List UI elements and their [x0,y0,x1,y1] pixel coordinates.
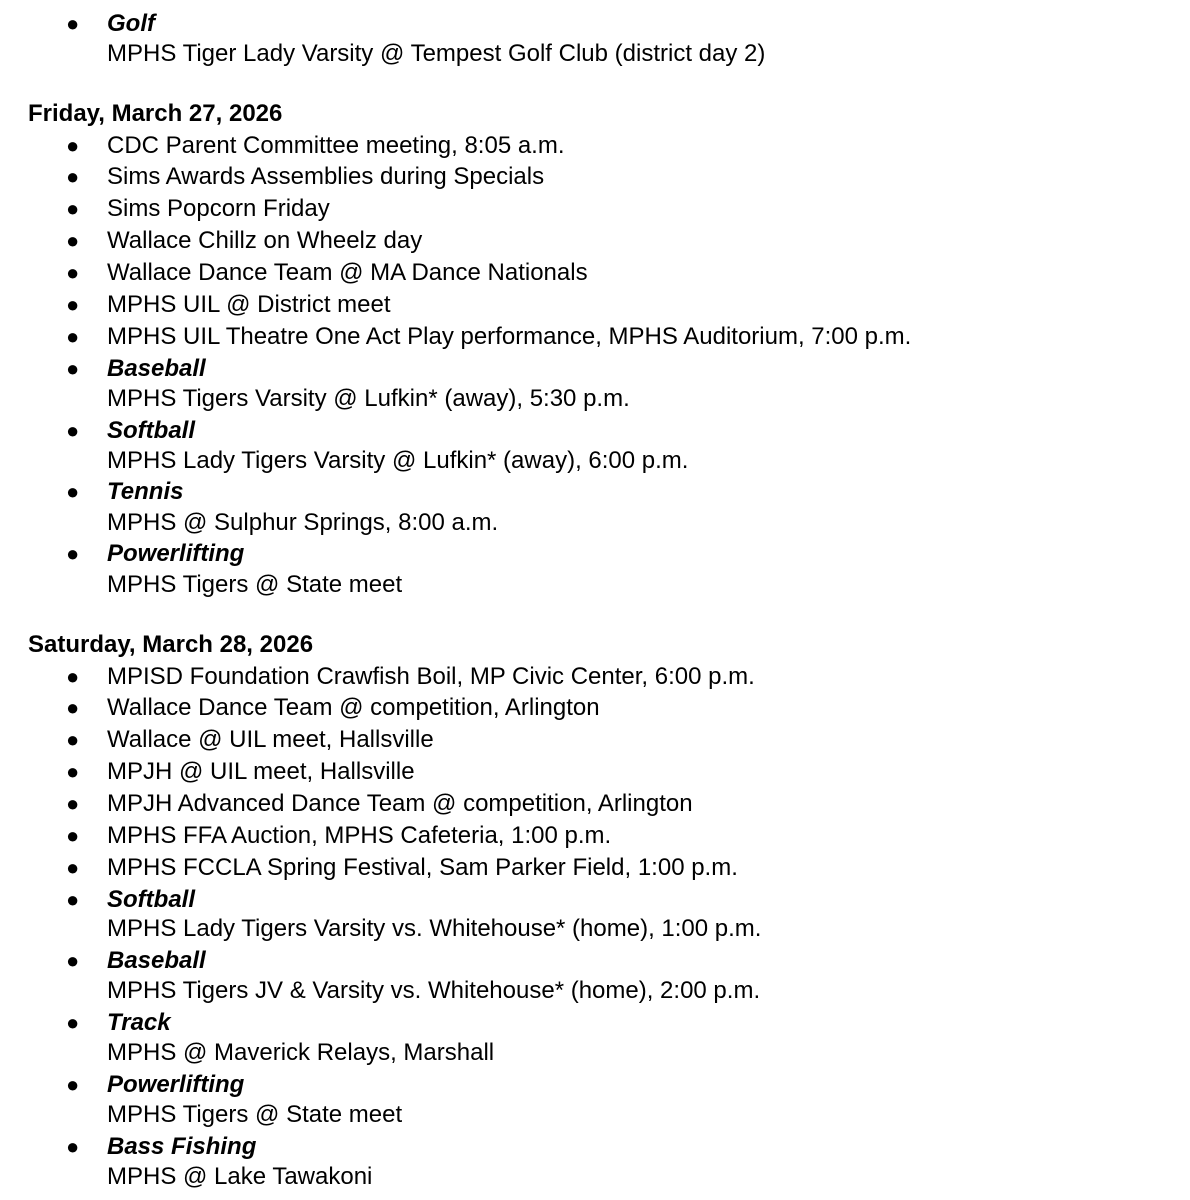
event-detail: MPHS Tiger Lady Varsity @ Tempest Golf Club (district day 2) [107,40,766,67]
event-detail: MPHS @ Maverick Relays, Marshall [107,1039,495,1066]
list-item: MPJH @ UIL meet, Hallsville [107,758,415,785]
bullet-icon: ● [66,164,80,189]
list-item: CDC Parent Committee meeting, 8:05 a.m. [107,132,565,159]
sport-title: Bass Fishing [107,1133,257,1160]
event-detail: MPHS Tigers @ State meet [107,1101,403,1128]
bullet-icon: ● [66,948,80,973]
sport-title: Track [107,1009,171,1036]
event-detail: MPHS Tigers Varsity @ Lufkin* (away), 5:30 p.m. [107,385,630,412]
bullet-icon: ● [66,695,80,720]
bullet-icon: ● [66,228,80,253]
list-item: Wallace Dance Team @ competition, Arlington [107,694,600,721]
list-item: MPISD Foundation Crawfish Boil, MP Civic Center, 6:00 p.m. [107,663,755,690]
bullet-icon: ● [66,727,80,752]
sport-title: Powerlifting [107,540,245,567]
event-detail: MPHS Tigers JV & Varsity vs. Whitehouse* (home), 2:00 p.m. [107,977,761,1004]
list-item: MPHS UIL @ District meet [107,291,391,318]
bullet-icon: ● [66,196,80,221]
day-heading-friday: Friday, March 27, 2026 [28,100,283,127]
bullet-icon: ● [66,356,80,381]
bullet-icon: ● [66,664,80,689]
bullet-icon: ● [66,260,80,285]
sport-title: Tennis [107,478,184,505]
bullet-icon: ● [66,324,80,349]
bullet-icon: ● [66,133,80,158]
sport-title: Powerlifting [107,1071,245,1098]
bullet-icon: ● [66,887,80,912]
sport-title: Softball [107,886,195,913]
bullet-icon: ● [66,418,80,443]
sport-title: Softball [107,417,195,444]
list-item: Wallace @ UIL meet, Hallsville [107,726,434,753]
list-item: Sims Popcorn Friday [107,195,330,222]
sport-title: Baseball [107,355,206,382]
list-item: MPHS FFA Auction, MPHS Cafeteria, 1:00 p.m. [107,822,612,849]
bullet-icon: ● [66,1072,80,1097]
bullet-icon: ● [66,479,80,504]
bullet-icon: ● [66,1010,80,1035]
list-item: Wallace Dance Team @ MA Dance Nationals [107,259,588,286]
bullet-icon: ● [66,759,80,784]
sport-title: Golf [107,10,155,37]
event-detail: MPHS Lady Tigers Varsity @ Lufkin* (away), 6:00 p.m. [107,447,689,474]
list-item: MPHS UIL Theatre One Act Play performance, MPHS Auditorium, 7:00 p.m. [107,323,912,350]
sport-title: Baseball [107,947,206,974]
bullet-icon: ● [66,541,80,566]
bullet-icon: ● [66,855,80,880]
day-heading-saturday: Saturday, March 28, 2026 [28,631,314,658]
list-item: Wallace Chillz on Wheelz day [107,227,423,254]
event-detail: MPHS @ Lake Tawakoni [107,1163,373,1190]
list-item: MPHS FCCLA Spring Festival, Sam Parker Field, 1:00 p.m. [107,854,738,881]
bullet-icon: ● [66,1134,80,1159]
event-detail: MPHS Lady Tigers Varsity vs. Whitehouse* (home), 1:00 p.m. [107,915,762,942]
list-item: Sims Awards Assemblies during Specials [107,163,545,190]
list-item: MPJH Advanced Dance Team @ competition, Arlington [107,790,693,817]
event-detail: MPHS Tigers @ State meet [107,571,403,598]
bullet-icon: ● [66,11,80,36]
bullet-icon: ● [66,292,80,317]
event-detail: MPHS @ Sulphur Springs, 8:00 a.m. [107,509,499,536]
bullet-icon: ● [66,823,80,848]
bullet-icon: ● [66,791,80,816]
